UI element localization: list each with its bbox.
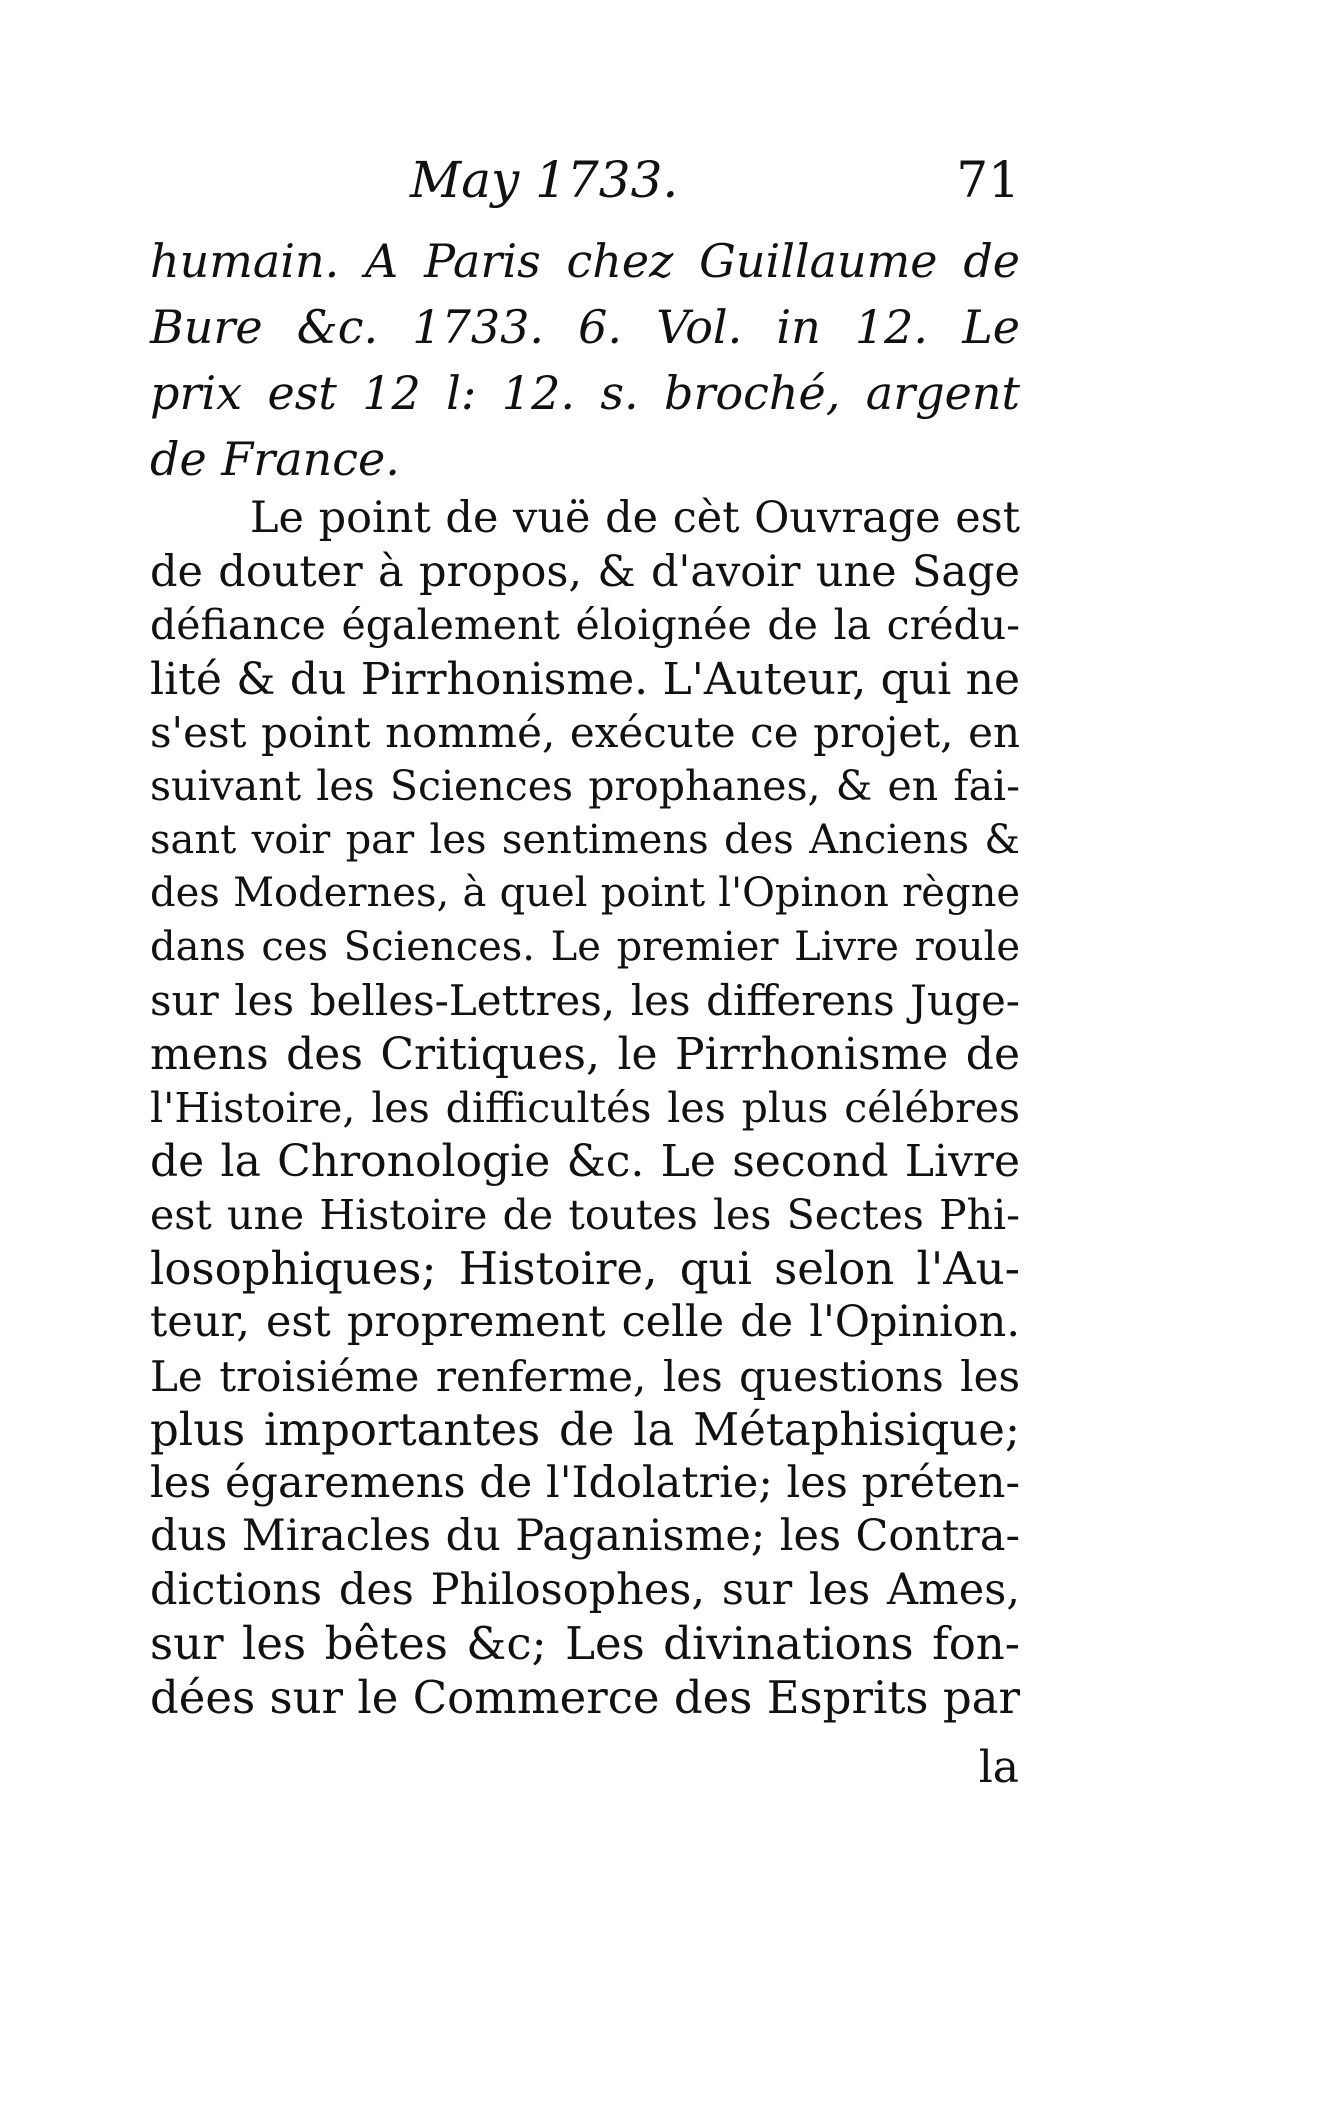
text-line: losophiques; Histoire, qui selon l'Au- <box>150 1242 1020 1296</box>
text-line: de la Chronologie &c. Le second Livre <box>150 1136 1020 1188</box>
text-line: sur les belles-Lettres, les differens Juge- <box>150 976 1020 1026</box>
text-line: dus Miracles du Paganisme; les Contra- <box>150 1511 1020 1562</box>
running-header <box>150 150 1020 220</box>
text-line: défiance également éloignée de la crédu- <box>150 601 1020 650</box>
text-line: s'est point nommé, exécute ce projet, en <box>150 708 1020 758</box>
text-line: teur, est proprement celle de l'Opinion. <box>150 1296 1020 1347</box>
italic-line: humain. A Paris chez Guillaume de <box>150 234 1020 288</box>
text-line: Le troisiéme renferme, les questions les <box>150 1351 1020 1401</box>
header-date: May 1733. <box>410 151 679 209</box>
text-line: suivant les Sciences prophanes, & en fai- <box>150 761 1020 810</box>
text-line: Le point de vuë de cèt Ouvrage est <box>250 493 1020 543</box>
text-line: plus importantes de la Métaphisique; <box>150 1403 1020 1457</box>
text-line: des Modernes, à quel point l'Opinon règne <box>150 870 1020 917</box>
text-line: dans ces Sciences. Le premier Livre roule <box>150 923 1020 970</box>
italic-line: Bure &c. 1733. 6. Vol. in 12. Le <box>150 300 1020 354</box>
text-line: est une Histoire de toutes les Sectes Phi- <box>150 1190 1020 1239</box>
body-text <box>150 228 1020 1725</box>
catchword: la <box>978 1742 1019 1793</box>
text-line: l'Histoire, les difficultés les plus célébres <box>150 1083 1020 1132</box>
text-line: sur les bêtes &c; Les divinations fon- <box>150 1617 1020 1671</box>
text-line: de douter à propos, & d'avoir une Sage <box>150 546 1020 597</box>
text-line: dictions des Philosophes, sur les Ames, <box>150 1564 1020 1615</box>
page-number: 71 <box>956 151 1020 209</box>
text-line: dées sur le Commerce des Esprits par <box>150 1671 1020 1725</box>
text-line: les égaremens de l'Idolatrie; les préten- <box>150 1457 1020 1508</box>
italic-line: prix est 12 l: 12. s. broché, argent <box>150 366 1020 420</box>
text-line: lité & du Pirrhonisme. L'Auteur, qui ne <box>150 653 1020 705</box>
text-line: sant voir par les sentimens des Anciens & <box>150 816 1020 863</box>
text-line: mens des Critiques, le Pirrhonisme de <box>150 1028 1020 1080</box>
italic-line: de France. <box>150 432 400 486</box>
